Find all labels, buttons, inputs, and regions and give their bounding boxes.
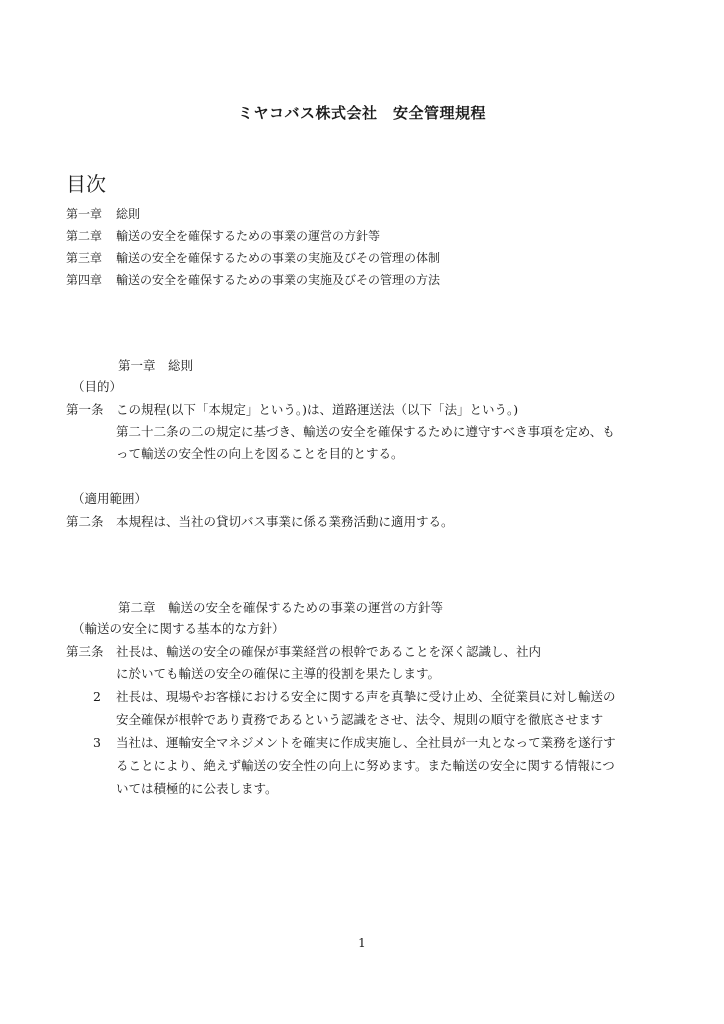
- article-3-label: 第三条: [66, 644, 104, 659]
- table-of-contents: [66, 203, 440, 291]
- chapter-2-heading: 第二章 輸送の安全を確保するための事業の運営の方針等: [118, 600, 444, 615]
- toc-chapter-number: 第四章: [66, 273, 103, 287]
- paragraph-2-text: 社長は、現場やお客様における安全に関する声を真摯に受け止め、全従業員に対し輸送の: [116, 689, 616, 704]
- toc-chapter-title: 輸送の安全を確保するための事業の実施及びその管理の体制: [116, 251, 441, 265]
- toc-item: [66, 203, 440, 225]
- toc-chapter-number: 第三章: [66, 251, 103, 265]
- article-2-caption: （適用範囲）: [72, 491, 148, 506]
- paragraph-2-number: 2: [93, 689, 101, 704]
- toc-item: [66, 225, 440, 247]
- article-1-caption: （目的）: [72, 379, 123, 394]
- toc-chapter-number: 第二章: [66, 229, 103, 243]
- article-2-line: [66, 512, 454, 530]
- toc-chapter-title: 輸送の安全を確保するための事業の運営の方針等: [116, 229, 381, 243]
- article-3-caption: （輸送の安全に関する基本的な方針）: [72, 621, 285, 636]
- toc-chapter-title: 輸送の安全を確保するための事業の実施及びその管理の方法: [116, 273, 441, 287]
- paragraph-3-text: 当社は、運輸安全マネジメントを確実に作成実施し、全社員が一丸となって業務を遂行す: [116, 735, 616, 750]
- toc-chapter-title: 総則: [116, 207, 141, 221]
- chapter-1-heading: 第一章 総則: [118, 358, 194, 373]
- paragraph-3-number: 3: [93, 735, 101, 750]
- article-3-text-line-2: に於いても輸送の安全の確保に主導的役割を果たします。: [116, 666, 441, 681]
- document-title: ミヤコバス株式会社 安全管理規程: [237, 104, 486, 122]
- article-1-label: 第一条: [66, 402, 104, 417]
- article-1-text-line-3: って輸送の安全性の向上を図ることを目的とする。: [116, 446, 404, 461]
- paragraph-3-text-line-3: いては積極的に公表します。: [116, 781, 278, 796]
- article-3-text: 社長は、輸送の安全の確保が事業経営の根幹であることを深く認識し、社内: [116, 644, 542, 659]
- paragraph-2-line: [93, 687, 616, 705]
- paragraph-3-text-line-2: ることにより、絶えず輸送の安全性の向上に努めます。また輸送の安全に関する情報につ: [116, 758, 615, 773]
- article-1-text-line-2: 第二十二条の二の規定に基づき、輸送の安全を確保するために遵守すべき事項を定め、も: [116, 424, 615, 439]
- article-1-line: [66, 400, 518, 418]
- article-1-text: この規程(以下「本規定」という。)は、道路運送法（以下「法」という。): [116, 402, 519, 417]
- toc-item: [66, 269, 440, 291]
- paragraph-2-text-line-2: 安全確保が根幹であり責務であるという認識をさせ、法令、規則の順守を徹底させます: [116, 712, 604, 727]
- toc-heading: 目次: [66, 172, 106, 196]
- article-2-label: 第二条: [66, 514, 104, 529]
- toc-item: [66, 247, 440, 269]
- article-2-text: 本規程は、当社の貸切バス事業に係る業務活動に適用する。: [116, 514, 454, 529]
- article-3-line: [66, 642, 541, 660]
- toc-chapter-number: 第一章: [66, 207, 103, 221]
- paragraph-3-line: [93, 733, 616, 751]
- page-number: 1: [358, 936, 366, 950]
